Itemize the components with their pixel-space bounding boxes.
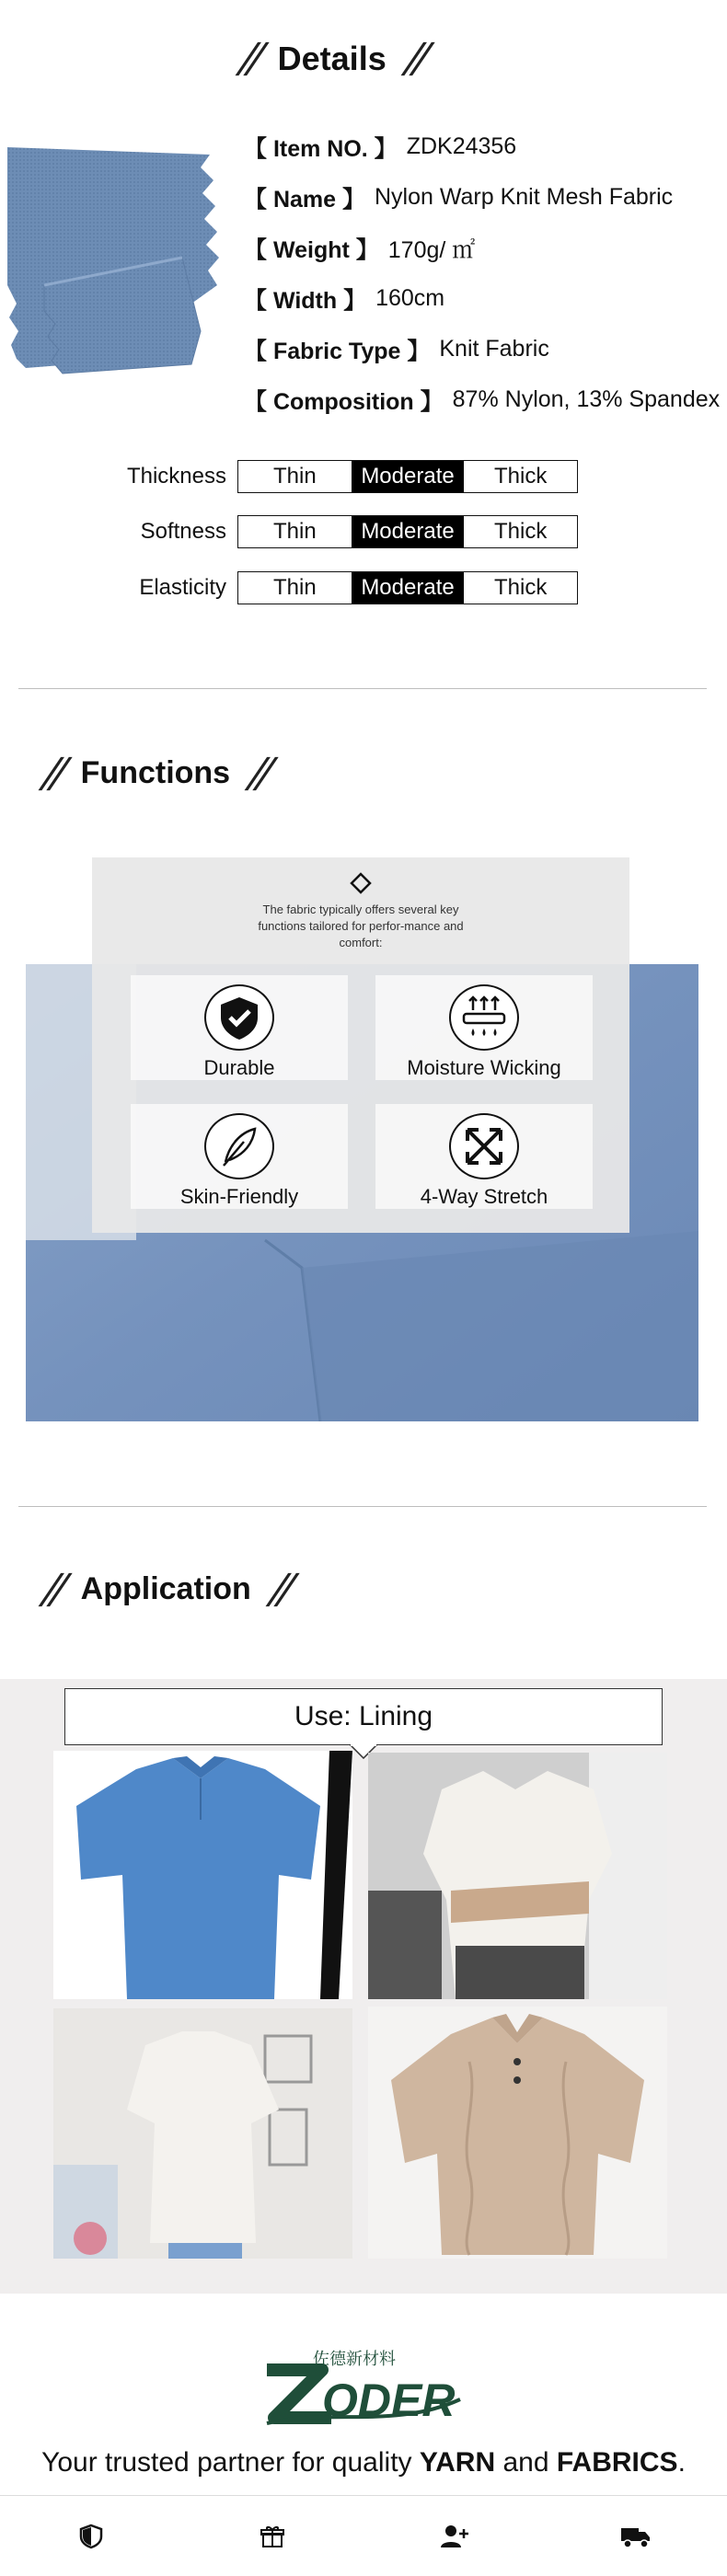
- application-heading: Application: [80, 1571, 251, 1606]
- functions-title: [40, 750, 271, 797]
- scale-label: Softness: [140, 519, 226, 544]
- scale-option-thick: Thick: [494, 464, 548, 489]
- diamond-icon: [350, 872, 372, 894]
- shield-check-icon: [204, 984, 274, 1051]
- tagline: Your trusted partner for quality YARN and FABRICS.: [41, 2447, 686, 2478]
- scale-option-moderate-selected: Moderate: [352, 461, 465, 492]
- slash-decoration: //: [246, 750, 271, 797]
- bottom-nav: [0, 2495, 727, 2576]
- functions-description: The fabric typically offers several key functions tailored for perfor-mance and comfort:: [258, 903, 464, 949]
- scale-label: Thickness: [126, 464, 226, 489]
- scale-option-thin: Thin: [272, 575, 317, 600]
- scale-option-thin: Thin: [272, 519, 317, 544]
- slash-decoration: //: [40, 750, 65, 797]
- scale-option-moderate-selected: Moderate: [352, 572, 465, 604]
- white-knit-top-photo: [53, 2008, 352, 2259]
- slash-decoration: //: [237, 35, 262, 82]
- scale-options: [237, 571, 578, 604]
- spec-list: [244, 121, 722, 425]
- blue-polo-photo: [53, 1751, 352, 1999]
- moisture-wicking-icon: [449, 984, 519, 1051]
- spec-row-name: 【 Name 】 Nylon Warp Knit Mesh Fabric: [244, 184, 674, 213]
- gift-icon: [260, 2524, 285, 2549]
- spec-row-fabric-type: 【 Fabric Type 】 Knit Fabric: [244, 336, 549, 364]
- spec-row-composition: 【 Composition 】 87% Nylon, 13% Spandex: [244, 386, 721, 415]
- svg-text:佐德新材料: 佐德新材料: [313, 2350, 396, 2369]
- section-divider: [18, 1506, 707, 1507]
- spec-row-weight: 【 Weight 】 170g/ ㎡: [244, 236, 476, 263]
- application-gallery: [0, 1679, 727, 2294]
- application-title: [40, 1566, 292, 1613]
- details-heading: Details: [277, 39, 387, 77]
- spec-row-item-no: 【 Item NO. 】 ZDK24356: [244, 133, 517, 162]
- function-card-four-way-stretch: [375, 1104, 593, 1209]
- function-card-skin-friendly: [131, 1104, 348, 1209]
- slash-decoration: //: [402, 35, 427, 82]
- function-label: Moisture Wicking: [407, 1056, 561, 1079]
- beige-knit-polo-photo: [368, 2007, 667, 2259]
- shield-icon: [78, 2524, 104, 2549]
- nav-item-shield[interactable]: [63, 2509, 119, 2564]
- nav-item-truck[interactable]: [608, 2509, 664, 2564]
- feather-icon: [204, 1113, 274, 1179]
- function-label: 4-Way Stretch: [420, 1185, 548, 1208]
- scale-option-thin: Thin: [272, 464, 317, 489]
- slash-decoration: //: [40, 1566, 65, 1613]
- scale-row-softness: [0, 515, 727, 548]
- scale-options: [237, 515, 578, 548]
- scale-option-thick: Thick: [494, 519, 548, 544]
- scale-label: Elasticity: [139, 575, 226, 600]
- scale-options: [237, 460, 578, 493]
- scale-row-elasticity: [0, 571, 727, 604]
- functions-heading: Functions: [80, 755, 231, 790]
- slash-decoration: //: [267, 1566, 292, 1613]
- function-card-moisture-wicking: [375, 975, 593, 1080]
- spec-row-width: 【 Width 】 160cm: [244, 285, 445, 314]
- add-user-icon: [441, 2524, 468, 2549]
- brand-logo: [248, 2344, 479, 2436]
- section-divider: [18, 688, 707, 689]
- function-label: Durable: [203, 1056, 275, 1079]
- function-label: Skin-Friendly: [179, 1185, 299, 1208]
- truck-icon: [621, 2524, 651, 2548]
- nav-item-add-user[interactable]: [427, 2509, 482, 2564]
- functions-panel: [92, 857, 629, 1233]
- nav-item-gift[interactable]: [245, 2509, 300, 2564]
- function-card-durable: [131, 975, 348, 1080]
- use-label: Use: Lining: [64, 1688, 663, 1745]
- scale-row-thickness: [0, 460, 727, 493]
- white-knit-polo-photo: [368, 1753, 667, 1999]
- svg-text:ODER: ODER: [322, 2375, 456, 2426]
- fabric-swatch-image: [7, 147, 221, 375]
- scale-option-moderate-selected: Moderate: [352, 516, 465, 547]
- details-title: [237, 35, 427, 82]
- scale-option-thick: Thick: [494, 575, 548, 600]
- four-way-stretch-icon: [449, 1113, 519, 1179]
